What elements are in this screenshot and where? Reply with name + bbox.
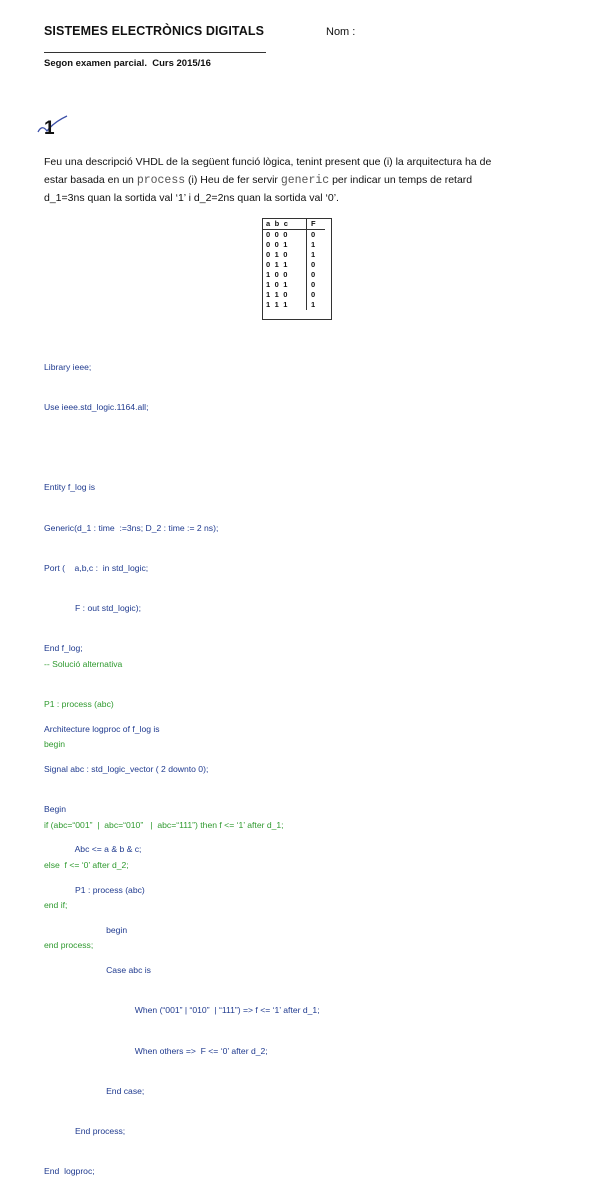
code-line: Abc <= a & b & c; — [44, 844, 142, 855]
code-line: Case abc is — [44, 965, 151, 976]
table-row — [263, 300, 325, 310]
table-row — [263, 290, 325, 300]
code-line: else f <= ‘0’ after d_2; — [44, 859, 129, 870]
code-line: end if; — [44, 900, 68, 911]
truth-table-header-inputs: a b c — [263, 219, 307, 230]
row-inputs: 0 1 0 — [263, 250, 307, 260]
question-text-line-1: Feu una descripció VHDL de la següent funció lògica, tenint present que (i) la arquitectura ha de — [44, 156, 492, 168]
row-output: 0 — [311, 270, 316, 279]
code-line: begin — [44, 924, 128, 935]
code-line: P1 : process (abc) — [44, 884, 145, 895]
code-line: end process; — [44, 940, 94, 951]
question-number: 1 — [44, 118, 55, 139]
table-row — [263, 250, 325, 260]
truth-table-header-row — [263, 219, 325, 230]
code-line: When (“001” | “010” | “111”) => f <= ‘1’ after d_1; — [44, 1005, 320, 1016]
row-inputs: 0 1 1 — [263, 260, 307, 270]
code-line: When others => F <= ‘0’ after d_2; — [44, 1045, 268, 1056]
truth-table — [263, 219, 325, 310]
code-keyword-process: process — [136, 174, 186, 187]
row-inputs: 0 0 0 — [263, 230, 307, 241]
row-inputs: 0 0 1 — [263, 240, 307, 250]
code-line: Begin — [44, 804, 66, 815]
code-keyword-generic: generic — [280, 174, 330, 187]
table-row — [263, 270, 325, 280]
code-line: begin — [44, 739, 66, 750]
row-output: 0 — [311, 230, 316, 239]
row-output: 1 — [311, 250, 316, 259]
code-line — [44, 441, 320, 454]
code-line — [44, 778, 284, 791]
row-output: 1 — [311, 240, 316, 249]
code-line: if (abc=“001” | abc=“010” | abc=“111”) then f <= ‘1’ after d_1; — [44, 819, 284, 830]
code-line: Entity f_log is — [44, 482, 96, 493]
code-line: Library ieee; — [44, 361, 92, 372]
truth-table-header-output: F — [307, 219, 326, 230]
code-line: Use ieee.std_logic.1164.all; — [44, 402, 149, 413]
code-line: F : out std_logic); — [44, 603, 141, 614]
table-row — [263, 240, 325, 250]
document-title: SISTEMES ELECTRÒNICS DIGITALS — [44, 24, 265, 38]
table-row — [263, 230, 325, 241]
code-line: Signal abc : std_logic_vector ( 2 downto 0); — [44, 764, 209, 774]
header-divider — [44, 52, 266, 53]
code-line: Generic(d_1 : time :=3ns; D_2 : time := 2 ns); — [44, 522, 219, 533]
code-line: Architecture logproc of f_log is — [44, 723, 160, 734]
exam-subtitle: Segon examen parcial. Curs 2015/16 — [44, 58, 211, 69]
code-line: Port ( a,b,c : in std_logic; — [44, 562, 149, 573]
question-text-line-3: d_1=3ns quan la sortida val ‘1’ i d_2=2ns quan la sortida val ‘0’. — [44, 192, 339, 204]
row-output: 0 — [311, 260, 316, 269]
row-inputs: 1 0 1 — [263, 280, 307, 290]
code-line: End logproc; — [44, 1166, 95, 1177]
row-inputs: 1 1 0 — [263, 290, 307, 300]
code-line: P1 : process (abc) — [44, 699, 114, 710]
vhdl-alternative-code — [44, 631, 284, 966]
row-output: 0 — [311, 290, 316, 299]
row-output: 1 — [311, 300, 316, 309]
name-label: Nom : — [326, 26, 356, 38]
row-inputs: 1 1 1 — [263, 300, 307, 310]
code-line: End case; — [44, 1085, 145, 1096]
question-text-line-2: estar basada en un process (i) Heu de fer servir generic per indicar un temps de retard — [44, 174, 473, 187]
code-line: -- Solució alternativa — [44, 658, 123, 669]
table-row — [263, 280, 325, 290]
row-inputs: 1 0 0 — [263, 270, 307, 280]
code-line: End process; — [44, 1125, 126, 1136]
row-output: 0 — [311, 280, 316, 289]
table-row — [263, 260, 325, 270]
code-line: End f_log; — [44, 643, 83, 654]
